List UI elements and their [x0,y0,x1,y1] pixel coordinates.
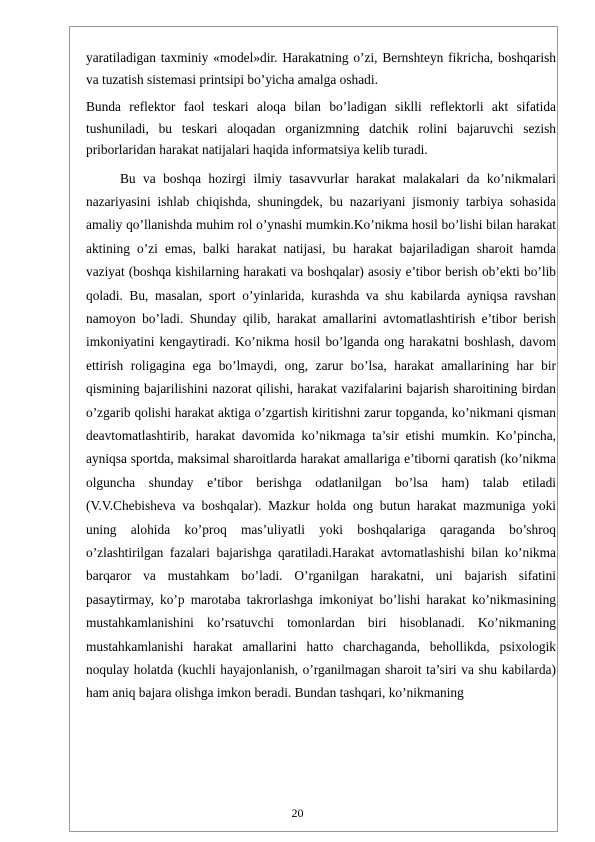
document-body [86,47,556,705]
paragraph-3: Bu va boshqa hozirgi ilmiy tasavvurlar harakat malakalari da ko’nikmalari nazariyasini ishlab chiqishda, shuningdek, bu nazariyani jismoniy tarbiya sohasida amaliy qo’llanishda muhim rol o’ynashi mumkin.Ko’nikma hosil bo’lishi bilan harakat aktining o’zi emas, balki harakat natijasi, bu harakat bajariladigan sharoit hamda vaziyat (boshqa kishilarning harakati va boshqalar) asosiy e’tibor berish ob’ekti bo’lib qoladi. Bu, masalan, sport o’yinlarida, kurashda va shu kabilarda ayniqsa ravshan namoyon bo’ladi. Shunday qilib, harakat amallarini avtomatlashtirish e’tibor berish imkoniyatini kengaytiradi. Ko’nikma hosil bo’lganda ong harakatni boshlash, davom ettirish roligagina ega bo’lmaydi, ong, zarur bo’lsa, harakat amallarining har bir qismining bajarilishini nazorat qilishi, harakat vazifalarini bajarish sharoitining birdan o’zgarib qolishi harakat aktiga o’zgartish kiritishni zarur topganda, ko’nikmani qisman deavtomatlashtirib, harakat davomida ko’nikmaga ta’sir etishi mumkin. Ko’pincha, ayniqsa sportda, maksimal sharoitlarda harakat amallariga e’tiborni qaratish (ko’nikma olguncha shunday e’tibor berishga odatlanilgan bo’lsa ham) talab etiladi (V.V.Chebisheva va boshqalar). Mazkur holda ong butun harakat mazmuniga yoki uning alohida ko’proq mas’uliyatli yoki boshqalariga qaraganda bo’shroq o’zlashtirilgan fazalari bajarishga qaratiladi.Harakat avtomatlashishi bilan ko’nikma barqaror va mustahkam bo’ladi. O’rganilgan harakatni, uni bajarish sifatini pasaytirmay, ko’p marotaba takrorlashga imkoniyat bo’lishi harakat ko’nikmasining mustahkamlanishini ko’rsatuvchi tomonlardan biri hisoblanadi. Ko’nikmaning mustahkamlanishi harakat amallarini hatto charchaganda, behollikda, psixologik noqulay holatda (kuchli hayajonlanish, o’rganilmagan sharoit ta’siri va shu kabilarda) ham aniq bajara olishga imkon beradi. Bundan tashqari, ko’nikmaning [86,170,556,701]
page-number: 20 [291,806,304,820]
paragraph-2: Bunda reflektor faol teskari aloqa bilan bo’ladigan siklli reflektorli akt sifatida tushuniladi, bu teskari aloqadan organizmning datchik rolini bajaruvchi sezish priborlaridan harakat natijalari haqida informatsiya kelib turadi. [86,99,556,157]
paragraph-1: yaratiladigan taxminiy «model»dir. Harakatning o’zi, Bernshteyn fikricha, boshqarish va tuzatish sistemasi printsipi bo’yicha amalga oshadi. [86,50,556,87]
